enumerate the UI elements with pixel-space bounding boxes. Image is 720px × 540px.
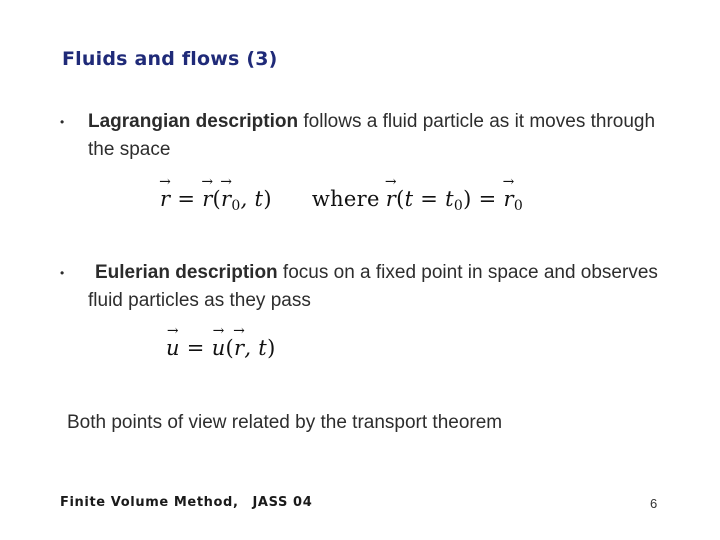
subscript-zero-initial: 0 <box>513 198 524 214</box>
footer-event: JASS 04 <box>252 495 313 510</box>
bullet-term: Eulerian description <box>95 262 278 283</box>
subscript-zero: 0 <box>231 198 241 214</box>
lagrangian-equation <box>160 187 523 214</box>
vector-r: → r <box>160 187 170 211</box>
vector-r: → r <box>234 336 244 360</box>
vector-r0: → r <box>221 187 231 211</box>
vector-u: → u <box>166 336 180 360</box>
bullet-marker: • <box>60 266 65 280</box>
time-arg: , t <box>240 187 264 211</box>
equals-sign: = <box>170 187 203 211</box>
bullet-description: focus on a fixed point in space and observes fluid particles as they pass <box>88 262 658 311</box>
bullet-description: follows a fluid particle as it moves through the space <box>88 111 656 160</box>
bullet-lagrangian <box>60 108 660 164</box>
time-arg: , t <box>244 336 268 360</box>
page-number: 6 <box>650 496 658 511</box>
slide-title: Fluids and flows (3) <box>62 48 278 70</box>
close-equals: ) = <box>463 187 504 211</box>
inner-equals: = <box>413 187 446 211</box>
bullet-text <box>88 108 660 164</box>
vector-u-function: → u <box>212 336 226 360</box>
open-paren: ( <box>225 336 235 360</box>
bullet-text <box>88 259 660 315</box>
open-paren: ( <box>212 187 222 211</box>
equals-sign: = <box>179 336 212 360</box>
vector-r-function: → r <box>202 187 212 211</box>
vector-r-where: → r <box>386 187 396 211</box>
subscript-zero-t: 0 <box>453 198 464 214</box>
open-paren-t: ( <box>396 187 405 211</box>
footer-course: Finite Volume Method, <box>60 495 239 510</box>
eulerian-equation <box>166 336 276 360</box>
footer <box>60 495 312 510</box>
bullet-term: Lagrangian description <box>88 111 299 132</box>
close-paren: ) <box>267 336 276 360</box>
time-t0: t <box>445 187 454 211</box>
time-t: t <box>404 187 414 211</box>
bullet-marker: • <box>60 115 65 129</box>
close-paren: ) <box>263 187 272 211</box>
vector-r-initial: → r <box>503 187 513 211</box>
where-word: where <box>311 187 380 211</box>
bullet-eulerian <box>60 259 660 315</box>
transport-theorem-note: Both points of view related by the transport theorem <box>67 412 503 433</box>
